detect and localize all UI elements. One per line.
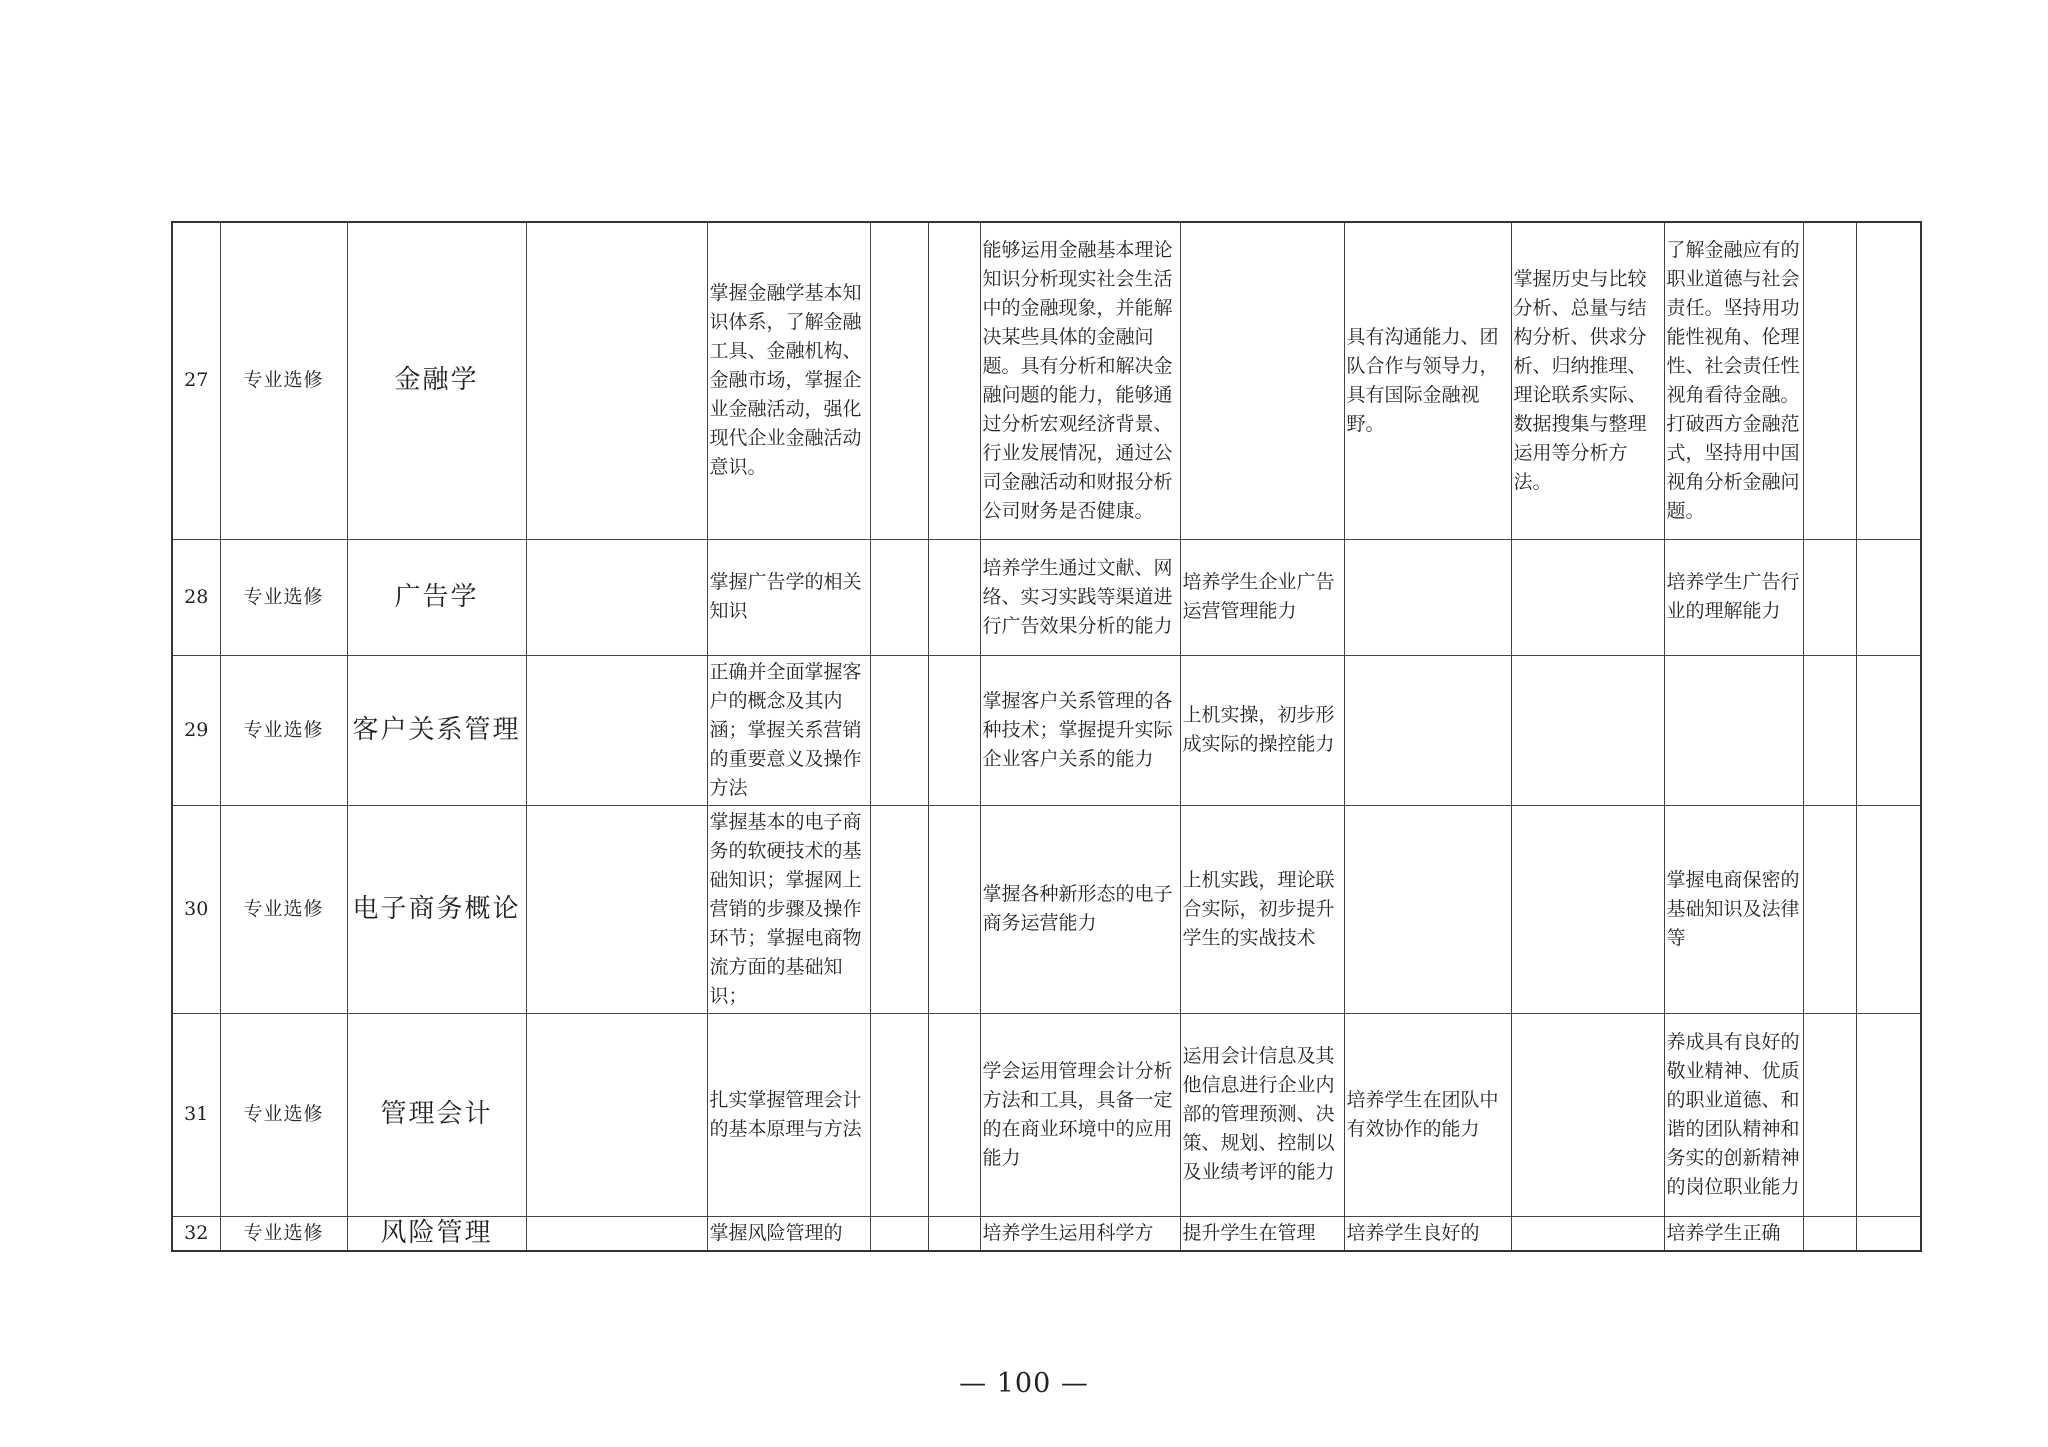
course-name: 金融学 — [347, 222, 526, 539]
knowledge-objective: 正确并全面掌握客户的概念及其内涵；掌握关系营销的重要意义及操作方法 — [707, 655, 870, 805]
quality-objective-2 — [1511, 655, 1664, 805]
empty-cell — [928, 539, 980, 655]
empty-cell — [526, 539, 707, 655]
row-number: 30 — [172, 805, 220, 1013]
ability-objective-1: 掌握各种新形态的电子商务运营能力 — [980, 805, 1180, 1013]
row-number: 32 — [172, 1216, 220, 1251]
knowledge-objective: 掌握风险管理的 — [707, 1216, 870, 1251]
ability-objective-1: 能够运用金融基本理论知识分析现实社会生活中的金融现象，并能解决某些具体的金融问题。具有分析和解决金融问题的能力，能够通过分析宏观经济背景、行业发展情况，通过公司金融活动和财报分析公司财务是否健康。 — [980, 222, 1180, 539]
quality-objective-2: 掌握历史与比较分析、总量与结构分析、供求分析、归纳推理、理论联系实际、数据搜集与整理运用等分析方法。 — [1511, 222, 1664, 539]
empty-cell — [928, 1013, 980, 1216]
knowledge-objective: 掌握基本的电子商务的软硬技术的基础知识；掌握网上营销的步骤及操作环节；掌握电商物流方面的基础知识； — [707, 805, 870, 1013]
knowledge-objective: 扎实掌握管理会计的基本原理与方法 — [707, 1013, 870, 1216]
quality-objective-1 — [1344, 539, 1511, 655]
empty-cell — [928, 655, 980, 805]
quality-objective-3: 养成具有良好的敬业精神、优质的职业道德、和谐的团队精神和务实的创新精神的岗位职业能力 — [1664, 1013, 1803, 1216]
empty-cell — [870, 805, 928, 1013]
row-number: 28 — [172, 539, 220, 655]
quality-objective-1: 具有沟通能力、团队合作与领导力，具有国际金融视野。 — [1344, 222, 1511, 539]
knowledge-objective: 掌握金融学基本知识体系，了解金融工具、金融机构、金融市场，掌握企业金融活动，强化现代企业金融活动意识。 — [707, 222, 870, 539]
empty-cell — [1803, 222, 1856, 539]
table-row — [172, 539, 1921, 655]
empty-cell — [928, 1216, 980, 1251]
empty-cell — [1803, 1216, 1856, 1251]
ability-objective-1: 培养学生通过文献、网络、实习实践等渠道进行广告效果分析的能力 — [980, 539, 1180, 655]
row-number: 31 — [172, 1013, 220, 1216]
empty-cell — [1856, 539, 1921, 655]
course-type: 专业选修 — [220, 539, 347, 655]
table-row — [172, 805, 1921, 1013]
empty-cell — [1803, 655, 1856, 805]
empty-cell — [1856, 655, 1921, 805]
course-name: 风险管理 — [347, 1216, 526, 1251]
empty-cell — [870, 655, 928, 805]
table-row — [172, 1216, 1921, 1251]
course-name: 广告学 — [347, 539, 526, 655]
course-name: 客户关系管理 — [347, 655, 526, 805]
course-table-sheet — [171, 221, 1922, 1252]
quality-objective-1: 培养学生在团队中有效协作的能力 — [1344, 1013, 1511, 1216]
knowledge-objective: 掌握广告学的相关知识 — [707, 539, 870, 655]
ability-objective-1: 学会运用管理会计分析方法和工具，具备一定的在商业环境中的应用能力 — [980, 1013, 1180, 1216]
ability-objective-1: 掌握客户关系管理的各种技术；掌握提升实际企业客户关系的能力 — [980, 655, 1180, 805]
course-type: 专业选修 — [220, 1216, 347, 1251]
empty-cell — [870, 1013, 928, 1216]
empty-cell — [526, 1013, 707, 1216]
course-objectives-table — [171, 221, 1922, 1252]
course-name: 电子商务概论 — [347, 805, 526, 1013]
course-name: 管理会计 — [347, 1013, 526, 1216]
quality-objective-2 — [1511, 1013, 1664, 1216]
quality-objective-3: 了解金融应有的职业道德与社会责任。坚持用功能性视角、伦理性、社会责任性视角看待金融。打破西方金融范式，坚持用中国视角分析金融问题。 — [1664, 222, 1803, 539]
empty-cell — [1856, 222, 1921, 539]
quality-objective-3: 培养学生正确 — [1664, 1216, 1803, 1251]
empty-cell — [1856, 805, 1921, 1013]
quality-objective-3: 培养学生广告行业的理解能力 — [1664, 539, 1803, 655]
quality-objective-2 — [1511, 1216, 1664, 1251]
quality-objective-2 — [1511, 805, 1664, 1013]
row-number: 29 — [172, 655, 220, 805]
ability-objective-2: 运用会计信息及其他信息进行企业内部的管理预测、决策、规划、控制以及业绩考评的能力 — [1180, 1013, 1344, 1216]
ability-objective-2: 上机实践，理论联合实际，初步提升学生的实战技术 — [1180, 805, 1344, 1013]
empty-cell — [870, 539, 928, 655]
quality-objective-2 — [1511, 539, 1664, 655]
empty-cell — [1856, 1216, 1921, 1251]
quality-objective-1 — [1344, 805, 1511, 1013]
empty-cell — [526, 805, 707, 1013]
table-row — [172, 1013, 1921, 1216]
empty-cell — [870, 222, 928, 539]
quality-objective-3 — [1664, 655, 1803, 805]
table-row — [172, 222, 1921, 539]
quality-objective-1 — [1344, 655, 1511, 805]
ability-objective-2: 培养学生企业广告运营管理能力 — [1180, 539, 1344, 655]
table-row — [172, 655, 1921, 805]
empty-cell — [1803, 805, 1856, 1013]
ability-objective-1: 培养学生运用科学方 — [980, 1216, 1180, 1251]
ability-objective-2: 提升学生在管理 — [1180, 1216, 1344, 1251]
quality-objective-1: 培养学生良好的 — [1344, 1216, 1511, 1251]
empty-cell — [526, 222, 707, 539]
empty-cell — [928, 222, 980, 539]
quality-objective-3: 掌握电商保密的基础知识及法律等 — [1664, 805, 1803, 1013]
ability-objective-2: 上机实操，初步形成实际的操控能力 — [1180, 655, 1344, 805]
empty-cell — [1856, 1013, 1921, 1216]
course-type: 专业选修 — [220, 1013, 347, 1216]
empty-cell — [1803, 1013, 1856, 1216]
course-type: 专业选修 — [220, 805, 347, 1013]
course-type: 专业选修 — [220, 655, 347, 805]
course-type: 专业选修 — [220, 222, 347, 539]
page-number: — 100 — — [959, 1368, 1089, 1399]
row-number: 27 — [172, 222, 220, 539]
empty-cell — [1803, 539, 1856, 655]
ability-objective-2 — [1180, 222, 1344, 539]
empty-cell — [526, 1216, 707, 1251]
empty-cell — [928, 805, 980, 1013]
empty-cell — [870, 1216, 928, 1251]
empty-cell — [526, 655, 707, 805]
